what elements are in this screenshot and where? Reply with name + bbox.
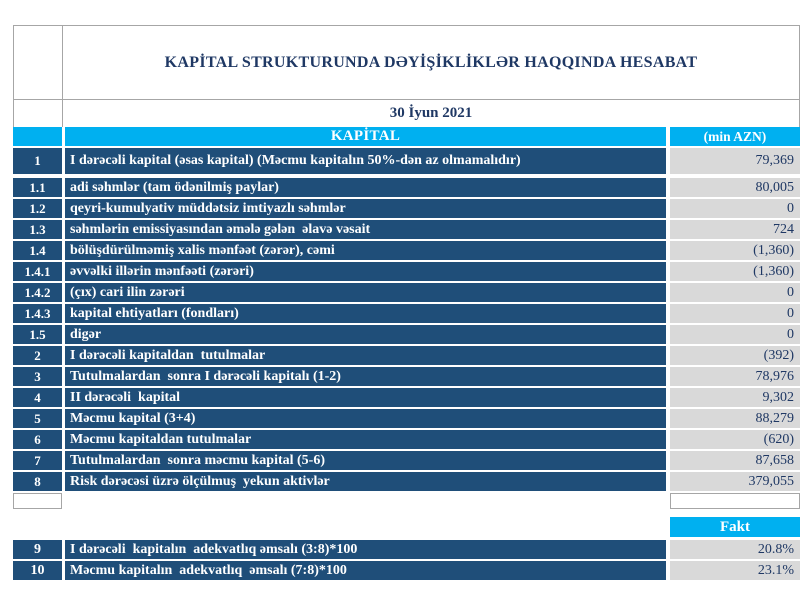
- row-number-cell: 8: [13, 472, 62, 491]
- table-row: [13, 262, 800, 281]
- row-number-cell: 1.4: [13, 241, 62, 260]
- table-row: [13, 409, 800, 428]
- table-row: [13, 367, 800, 386]
- row-value-cell: 79,369: [670, 148, 800, 174]
- row-number-cell: 1.1: [13, 178, 62, 197]
- row-label-cell: Məcmu kapitalın adekvatlıq əmsalı (7:8)*100: [65, 561, 666, 580]
- row-label-cell: kapital ehtiyatları (fondları): [65, 304, 666, 323]
- row-value-cell: (392): [670, 346, 800, 365]
- top-margin: [0, 0, 800, 25]
- fakt-gap: [13, 517, 670, 537]
- row-value-cell: (1,360): [670, 262, 800, 281]
- row-value-cell: (1,360): [670, 241, 800, 260]
- table-row: [13, 561, 800, 580]
- table-row: [13, 283, 800, 302]
- table-row: [13, 325, 800, 344]
- row-number-cell: 7: [13, 451, 62, 470]
- row-number-cell: 1: [13, 148, 62, 174]
- report-date-row: [13, 100, 800, 127]
- page-title: KAPİTAL STRUKTURUNDA DƏYİŞİKLİKLƏR HAQQINDA HESABAT: [164, 53, 698, 71]
- empty-number-cell: [13, 493, 62, 509]
- row-value-cell: 379,055: [670, 472, 800, 491]
- row-number-cell: 1.4.2: [13, 283, 62, 302]
- row-number-cell: 1.4.3: [13, 304, 62, 323]
- header-kapital-cell: KAPİTAL: [65, 127, 666, 146]
- row-value-cell: 0: [670, 304, 800, 323]
- fakt-header-row: [13, 517, 800, 537]
- row-label-cell: Risk dərəcəsi üzrə ölçülmuş yekun aktivlər: [65, 472, 666, 491]
- row-value-cell: 0: [670, 199, 800, 218]
- row-label-cell: Məcmu kapital (3+4): [65, 409, 666, 428]
- row-value-cell: 23.1%: [670, 561, 800, 580]
- row-number-cell: 1.3: [13, 220, 62, 239]
- row-label-cell: I dərəcəli kapital (əsas kapital) (Məcmu kapitalın 50%-dən az olmamalıdır): [65, 148, 666, 174]
- table-row: [13, 199, 800, 218]
- row-value-cell: 9,302: [670, 388, 800, 407]
- table-row: [13, 241, 800, 260]
- row-value-cell: 20.8%: [670, 540, 800, 559]
- row-label-cell: I dərəcəli kapitaldan tutulmalar: [65, 346, 666, 365]
- row-label-cell: Məcmu kapitaldan tutulmalar: [65, 430, 666, 449]
- row-number-cell: 5: [13, 409, 62, 428]
- row-label-cell: (çıx) cari ilin zərəri: [65, 283, 666, 302]
- row-number-cell: 1.2: [13, 199, 62, 218]
- row-number-cell: 1.4.1: [13, 262, 62, 281]
- row-number-cell: 10: [13, 561, 62, 580]
- report-title-box: [13, 25, 800, 100]
- table-row: [13, 540, 800, 559]
- title-column-divider: [62, 26, 63, 99]
- header-number-cell: [13, 127, 62, 146]
- row-label-cell: Tutulmalardan sonra I dərəcəli kapitalı (1-2): [65, 367, 666, 386]
- row-value-cell: 80,005: [670, 178, 800, 197]
- row-label-cell: II dərəcəli kapital: [65, 388, 666, 407]
- report-date: 30 İyun 2021: [389, 105, 473, 121]
- row-number-cell: 4: [13, 388, 62, 407]
- empty-spacer-row: [13, 493, 800, 509]
- row-value-cell: 78,976: [670, 367, 800, 386]
- row-number-cell: 9: [13, 540, 62, 559]
- row-label-cell: I dərəcəli kapitalın adekvatlıq əmsalı (3:8)*100: [65, 540, 666, 559]
- date-column-divider: [62, 100, 63, 127]
- table-row: [13, 304, 800, 323]
- table-row: [13, 220, 800, 239]
- row-label-cell: digər: [65, 325, 666, 344]
- row-label-cell: adi səhmlər (tam ödənilmiş paylar): [65, 178, 666, 197]
- row-label-cell: bölüşdürülməmiş xalis mənfəət (zərər), cəmi: [65, 241, 666, 260]
- table-row: [13, 451, 800, 470]
- table-row: [13, 178, 800, 197]
- row-value-cell: 724: [670, 220, 800, 239]
- row-label-cell: əvvəlki illərin mənfəəti (zərəri): [65, 262, 666, 281]
- row-value-cell: (620): [670, 430, 800, 449]
- table-row: [13, 388, 800, 407]
- row-label-cell: səhmlərin emissiyasından əmələ gələn əlavə vəsait: [65, 220, 666, 239]
- row-number-cell: 6: [13, 430, 62, 449]
- fakt-header-cell: Fakt: [670, 517, 800, 537]
- table-row: [13, 148, 800, 174]
- table-row: [13, 472, 800, 491]
- table-header-row: [13, 127, 800, 146]
- row-label-cell: Tutulmalardan sonra məcmu kapital (5-6): [65, 451, 666, 470]
- empty-value-cell: [670, 493, 800, 509]
- mid-spacer: [0, 509, 800, 517]
- empty-main-cell: [62, 493, 666, 509]
- row-value-cell: 88,279: [670, 409, 800, 428]
- row-number-cell: 1.5: [13, 325, 62, 344]
- row-value-cell: 0: [670, 325, 800, 344]
- row-value-cell: 0: [670, 283, 800, 302]
- header-unit-cell: (min AZN): [670, 127, 800, 146]
- row-number-cell: 3: [13, 367, 62, 386]
- table-row: [13, 346, 800, 365]
- row-number-cell: 2: [13, 346, 62, 365]
- row-label-cell: qeyri-kumulyativ müddətsiz imtiyazlı səhmlər: [65, 199, 666, 218]
- row-value-cell: 87,658: [670, 451, 800, 470]
- table-row: [13, 430, 800, 449]
